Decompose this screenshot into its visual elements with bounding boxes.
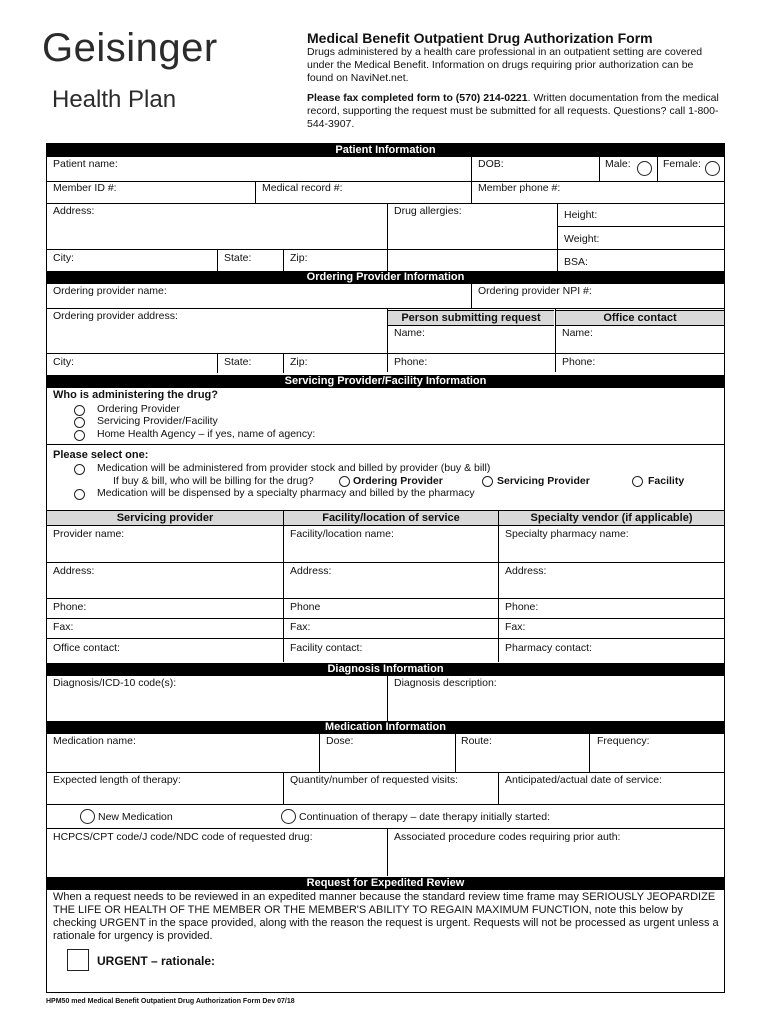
pharmacy-name-field[interactable]: Specialty pharmacy name: bbox=[505, 528, 629, 540]
who-ordering-radio[interactable] bbox=[74, 405, 85, 416]
ordering-provider-header: Ordering Provider Information bbox=[47, 271, 724, 284]
servicing-phone-field[interactable]: Phone: bbox=[53, 601, 87, 613]
buy-and-bill-radio[interactable] bbox=[74, 464, 85, 475]
servicing-contact-field[interactable]: Office contact: bbox=[53, 642, 120, 654]
intro-text: Drugs administered by a health care professional in an outpatient setting are covered under the Medical Benefit. Information on drugs requiring prior authorization can be found on NaviNet.net. bbox=[307, 46, 703, 84]
ordering-provider-npi-field[interactable]: Ordering provider NPI #: bbox=[478, 285, 592, 297]
billing-question: If buy & bill, who will be billing for the drug? bbox=[113, 475, 314, 487]
bill-ordering-label: Ordering Provider bbox=[353, 475, 443, 487]
drug-allergies-field[interactable]: Drug allergies: bbox=[394, 205, 462, 217]
height-field[interactable]: Height: bbox=[564, 209, 598, 221]
frequency-field[interactable]: Frequency: bbox=[597, 735, 650, 747]
city-field[interactable]: City: bbox=[53, 252, 74, 264]
continuation-label[interactable]: Continuation of therapy – date therapy initially started: bbox=[299, 811, 550, 823]
health-plan-logo: Health Plan bbox=[52, 86, 177, 113]
quantity-visits-field[interactable]: Quantity/number of requested visits: bbox=[290, 774, 459, 786]
facility-fax-field[interactable]: Fax: bbox=[290, 621, 311, 633]
medical-record-field[interactable]: Medical record #: bbox=[262, 182, 343, 194]
pharmacy-phone-field[interactable]: Phone: bbox=[505, 601, 539, 613]
bill-facility-label: Facility bbox=[648, 475, 685, 487]
specialty-pharmacy-radio[interactable] bbox=[74, 489, 85, 500]
fax-number: Please fax completed form to (570) 214-0221 bbox=[307, 92, 528, 104]
fax-instructions bbox=[307, 92, 722, 131]
provider-state-field[interactable]: State: bbox=[224, 356, 252, 368]
pharmacy-fax-field[interactable]: Fax: bbox=[505, 621, 526, 633]
specialty-vendor-col-header: Specialty vendor (if applicable) bbox=[499, 510, 724, 526]
date-of-service-field[interactable]: Anticipated/actual date of service: bbox=[505, 774, 663, 786]
provider-zip-field[interactable]: Zip: bbox=[290, 356, 308, 368]
who-home-health-label: Home Health Agency – if yes, name of agency: bbox=[97, 428, 316, 440]
servicing-provider-name-field[interactable]: Provider name: bbox=[53, 528, 125, 540]
facility-address-field[interactable]: Address: bbox=[290, 565, 332, 577]
servicing-address-field[interactable]: Address: bbox=[53, 565, 95, 577]
buy-and-bill-label: Medication will be administered from provider stock and billed by provider (buy & bill) bbox=[97, 462, 491, 474]
zip-field[interactable]: Zip: bbox=[290, 252, 308, 264]
submitter-phone-field[interactable]: Phone: bbox=[394, 356, 428, 368]
bill-facility-radio[interactable] bbox=[632, 476, 643, 487]
dob-field[interactable]: DOB: bbox=[478, 158, 504, 170]
hcpcs-code-field[interactable]: HCPCS/CPT code/J code/NDC code of requested drug: bbox=[53, 831, 313, 843]
provider-city-field[interactable]: City: bbox=[53, 356, 74, 368]
female-radio[interactable] bbox=[705, 161, 720, 176]
please-select-one: Please select one: bbox=[53, 449, 149, 461]
patient-name-field[interactable]: Patient name: bbox=[53, 158, 118, 170]
ordering-provider-address-field[interactable]: Ordering provider address: bbox=[53, 310, 178, 322]
bsa-field[interactable]: BSA: bbox=[564, 256, 588, 268]
bill-servicing-radio[interactable] bbox=[482, 476, 493, 487]
diagnosis-header: Diagnosis Information bbox=[47, 663, 724, 676]
servicing-provider-col-header: Servicing provider bbox=[47, 510, 283, 526]
form-title: Medical Benefit Outpatient Drug Authorization Form bbox=[307, 30, 653, 46]
office-contact-name-field[interactable]: Name: bbox=[562, 327, 593, 339]
facility-contact-field[interactable]: Facility contact: bbox=[290, 642, 363, 654]
associated-codes-field[interactable]: Associated procedure codes requiring prior auth: bbox=[394, 831, 621, 843]
submitter-name-field[interactable]: Name: bbox=[394, 327, 425, 339]
diagnosis-codes-field[interactable]: Diagnosis/ICD-10 code(s): bbox=[53, 677, 177, 689]
dose-field[interactable]: Dose: bbox=[326, 735, 354, 747]
servicing-fax-field[interactable]: Fax: bbox=[53, 621, 74, 633]
male-radio[interactable] bbox=[637, 161, 652, 176]
facility-location-col-header: Facility/location of service bbox=[284, 510, 498, 526]
medication-name-field[interactable]: Medication name: bbox=[53, 735, 136, 747]
authorization-form bbox=[46, 143, 725, 993]
new-medication-radio[interactable] bbox=[80, 809, 95, 824]
office-contact-header: Office contact bbox=[556, 310, 724, 326]
servicing-provider-header: Servicing Provider/Facility Information bbox=[47, 375, 724, 388]
female-label: Female: bbox=[663, 158, 701, 170]
urgent-rationale-label[interactable]: URGENT – rationale: bbox=[97, 954, 216, 968]
specialty-pharmacy-label: Medication will be dispensed by a specialty pharmacy and billed by the pharmacy bbox=[97, 487, 475, 499]
who-administering-question: Who is administering the drug? bbox=[53, 389, 218, 401]
facility-phone-field[interactable]: Phone bbox=[290, 601, 321, 613]
bill-ordering-radio[interactable] bbox=[339, 476, 350, 487]
patient-info-header: Patient Information bbox=[47, 144, 724, 157]
member-id-field[interactable]: Member ID #: bbox=[53, 182, 117, 194]
therapy-length-field[interactable]: Expected length of therapy: bbox=[53, 774, 181, 786]
who-home-health-radio[interactable] bbox=[74, 430, 85, 441]
person-submitting-header: Person submitting request bbox=[388, 310, 554, 326]
who-servicing-radio[interactable] bbox=[74, 417, 85, 428]
who-ordering-label: Ordering Provider bbox=[97, 403, 180, 415]
expedited-instructions: When a request needs to be reviewed in an expedited manner because the standard review time frame may SERIOUSLY JEOPARDIZE THE LIFE OR HEALTH OF THE MEMBER OR THE MEMBER'S ABILITY TO REGAIN MAXIMUM FUNCTION, note this below by checking URGENT in the space provided, along with the reason the request is urgent. Requests will not be processed as urgent unless a rationale for urgency is provided. bbox=[53, 891, 719, 942]
fax-rest: . Written documentation from the medical record, supporting the request must be submitted for all requests. Questions? call 1-800-544-3907. bbox=[307, 92, 719, 130]
diagnosis-description-field[interactable]: Diagnosis description: bbox=[394, 677, 497, 689]
pharmacy-contact-field[interactable]: Pharmacy contact: bbox=[505, 642, 592, 654]
urgent-checkbox[interactable] bbox=[67, 949, 89, 971]
pharmacy-address-field[interactable]: Address: bbox=[505, 565, 547, 577]
office-contact-phone-field[interactable]: Phone: bbox=[562, 356, 596, 368]
expedited-review-header: Request for Expedited Review bbox=[47, 877, 724, 890]
route-field[interactable]: Route: bbox=[461, 735, 492, 747]
new-medication-label: New Medication bbox=[98, 811, 173, 823]
state-field[interactable]: State: bbox=[224, 252, 252, 264]
male-label: Male: bbox=[605, 158, 631, 170]
continuation-radio[interactable] bbox=[281, 809, 296, 824]
weight-field[interactable]: Weight: bbox=[564, 233, 600, 245]
address-field[interactable]: Address: bbox=[53, 205, 95, 217]
bill-servicing-label: Servicing Provider bbox=[497, 475, 590, 487]
geisinger-logo: Geisinger bbox=[42, 26, 218, 70]
who-servicing-label: Servicing Provider/Facility bbox=[97, 415, 218, 427]
medication-header: Medication Information bbox=[47, 721, 724, 734]
ordering-provider-name-field[interactable]: Ordering provider name: bbox=[53, 285, 167, 297]
member-phone-field[interactable]: Member phone #: bbox=[478, 182, 561, 194]
form-footer: HPM50 med Medical Benefit Outpatient Drug Authorization Form Dev 07/18 bbox=[46, 998, 295, 1005]
facility-name-field[interactable]: Facility/location name: bbox=[290, 528, 394, 540]
